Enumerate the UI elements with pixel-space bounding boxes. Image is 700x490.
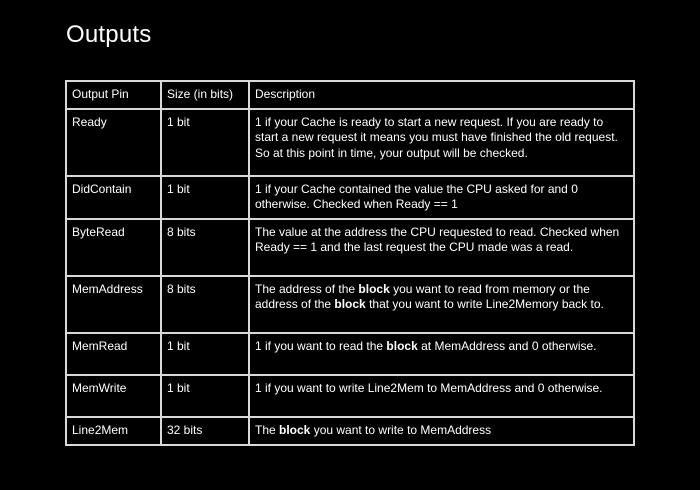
size-cell: 32 bits (161, 417, 249, 445)
description-cell (249, 176, 634, 219)
description-text: The value at the address the CPU requested to read. Checked when Ready == 1 and the last request the CPU made was a read. (255, 224, 620, 254)
description-text: you want to read from memory or the address of the (255, 281, 590, 311)
size-cell: 1 bit (161, 375, 249, 417)
table-body (66, 109, 634, 445)
table-row (66, 333, 634, 375)
description-emphasis: block (358, 281, 390, 296)
column-header-size: Size (in bits) (161, 81, 249, 109)
size-cell: 1 bit (161, 109, 249, 176)
description-text: The (255, 422, 280, 437)
table-row (66, 375, 634, 417)
description-cell (249, 109, 634, 176)
table-row (66, 109, 634, 176)
description-emphasis: block (279, 422, 311, 437)
column-header-description: Description (249, 81, 634, 109)
description-text: 1 if you want to read the (255, 338, 387, 353)
outputs-table (65, 80, 635, 446)
description-cell (249, 333, 634, 375)
description-emphasis: block (334, 297, 366, 311)
description-text: that you want to write Line2Memory back to. (365, 297, 604, 311)
description-cell (249, 276, 634, 333)
description-text: you want to write to MemAddress (310, 422, 492, 437)
output-pin-cell: Line2Mem (66, 417, 161, 445)
table-row (66, 417, 634, 445)
output-pin-cell: Ready (66, 109, 161, 176)
table-row (66, 176, 634, 219)
output-pin-cell: MemWrite (66, 375, 161, 417)
output-pin-cell: ByteRead (66, 219, 161, 276)
description-text: 1 if your Cache is ready to start a new request. If you are ready to start a new request it means you must have finished the old request. So at this point in time, your output will be checked. (255, 114, 618, 160)
table-header-row (66, 81, 634, 109)
size-cell: 1 bit (161, 333, 249, 375)
output-pin-cell: DidContain (66, 176, 161, 219)
output-pin-cell: MemRead (66, 333, 161, 375)
description-text: at MemAddress and 0 otherwise. (417, 338, 597, 353)
size-cell: 8 bits (161, 219, 249, 276)
page-title: Outputs (66, 21, 152, 48)
table-row (66, 219, 634, 276)
size-cell: 1 bit (161, 176, 249, 219)
description-text: 1 if you want to write Line2Mem to MemAddress and 0 otherwise. (255, 380, 603, 395)
table-row (66, 276, 634, 333)
size-cell: 8 bits (161, 276, 249, 333)
description-cell (249, 417, 634, 445)
description-cell (249, 219, 634, 276)
description-text: 1 if your Cache contained the value the CPU asked for and 0 otherwise. Checked when Ready == 1 (255, 181, 578, 211)
description-cell (249, 375, 634, 417)
description-emphasis: block (386, 338, 418, 353)
column-header-output-pin: Output Pin (66, 81, 161, 109)
output-pin-cell: MemAddress (66, 276, 161, 333)
description-text: The address of the (255, 281, 359, 296)
